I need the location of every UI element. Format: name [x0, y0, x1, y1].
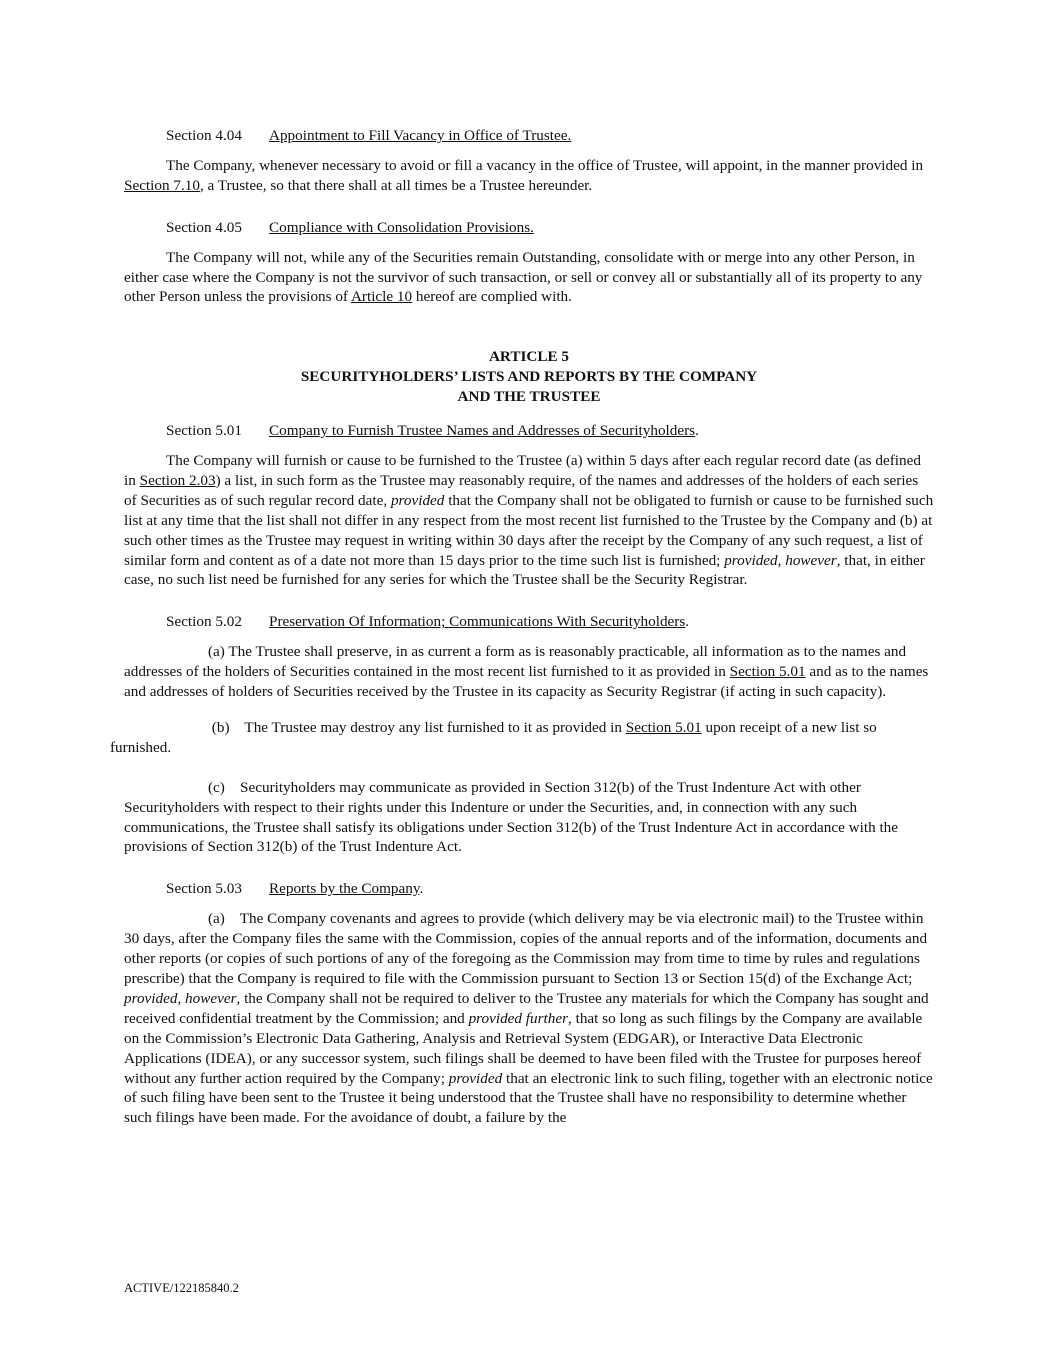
section-title: Preservation Of Information; Communications With Securityholders — [269, 613, 686, 631]
article-5-heading: ARTICLE 5 SECURITYHOLDERS’ LISTS AND REPORTS BY THE COMPANY AND THE TRUSTEE — [300, 348, 758, 406]
section-title: Appointment to Fill Vacancy in Office of Trustee. — [269, 127, 572, 144]
section-5-02-c: (c) Securityholders may communicate as provided in Section 312(b) of the Trust Indenture Act with other Securityholders with respect to their rights under this Indenture or under the Securities, and, in connection with any such communications, the Trustee shall satisfy its obligations under Section 312(b) of the Trust Indenture Act in accordance with the provisions of Section 312(b) of the Trust Indenture Act. — [124, 778, 902, 856]
section-4-05-body: The Company will not, while any of the Securities remain Outstanding, consolidate with or merge into any other Person, in either case where the Company is not the survivor of such transaction, or sell or convey all or substantially all of its property to any other Person unless the provisions of Article 10 hereof are complied with. — [124, 248, 923, 306]
section-5-02-a: (a) The Trustee shall preserve, in as current a form as is reasonably practicable, all information as to the names and addresses of the holders of Securities contained in the most recent list furnished to it as provided in Section 5.01 and as to the names and addresses of holders of Securities received by the Trustee in its capacity as Security Registrar (if acting in such capacity). — [124, 643, 929, 701]
cross-reference: Section 7.10 — [124, 176, 200, 194]
document-page — [110, 124, 937, 1128]
section-5-02-heading: Section 5.02 Preservation Of Information; Communications With Securityholders. — [166, 613, 690, 631]
section-5-01-heading: Section 5.01 Company to Furnish Trustee Names and Addresses of Securityholders. — [166, 422, 699, 440]
document-footer-id: ACTIVE/122185840.2 — [124, 1281, 239, 1295]
section-title: Compliance with Consolidation Provisions. — [269, 218, 534, 236]
section-5-01-body: The Company will furnish or cause to be furnished to the Trustee (a) within 5 days after each regular record date (as defined in Section 2.03) a list, in such form as the Trustee may reasonably require, of the names and addresses of the holders of each series of Securities as of such regular record date, provided that the Company shall not be obligated to furnish or cause to be furnished such list at any time that the list shall not differ in any respect from the most recent list furnished to the Trustee by the Company and (b) at such other times as the Trustee may request in writing within 30 days after the receipt by the Company of any such request, a list of similar form and content as of a date not more than 15 days prior to the time such list is furnished; provided, however, that, in either case, no such list need be furnished for any series for which the Trustee shall be the Security Registrar. — [124, 451, 934, 589]
cross-reference: Section 2.03 — [139, 471, 216, 489]
section-4-04-body: The Company, whenever necessary to avoid or fill a vacancy in the office of Trustee, will appoint, in the manner provided in Section 7.10, a Trustee, so that there shall at all times be a Trustee hereunder. — [124, 156, 924, 194]
section-5-02-b: (b) The Trustee may destroy any list furnished to it as provided in Section 5.01 upon receipt of a new list so furnished. — [110, 718, 881, 756]
section-5-03-heading: Section 5.03 Reports by the Company. — [166, 880, 424, 898]
section-title: Company to Furnish Trustee Names and Addresses of Securityholders — [269, 422, 696, 440]
section-4-04-heading: Section 4.04 Appointment to Fill Vacancy in Office of Trustee. — [166, 127, 572, 144]
cross-reference: Section 5.01 — [729, 663, 806, 681]
cross-reference: Article 10 — [350, 288, 413, 306]
cross-reference: Section 5.01 — [625, 718, 702, 736]
section-5-03-a: (a) The Company covenants and agrees to provide (which delivery may be via electronic mail) to the Trustee within 30 days, after the Company files the same with the Commission, copies of the annual reports and of the information, documents and other reports (or copies of such portions of any of the foregoing as the Commission may from time to time by rules and regulations prescribe) that the Company is required to file with the Commission pursuant to Section 13 or Section 15(d) of the Exchange Act; provided, however, the Company shall not be required to deliver to the Trustee any materials for which the Company has sought and received confidential treatment by the Commission; and provided further, that so long as such filings by the Company are available on the Commission’s Electronic Data Gathering, Analysis and Retrieval System (EDGAR), or Interactive Data Electronic Applications (IDEA), or any successor system, such filings shall be deemed to have been filed with the Trustee for purposes hereof without any further action required by the Company; provided that an electronic link to such filing, together with an electronic notice of such filing have been sent to the Trustee it being understood that the Trustee shall have no responsibility to determine whether such filings have been made. For the avoidance of doubt, a failure by the — [124, 910, 937, 1127]
section-title: Reports by the Company — [269, 880, 420, 898]
section-4-05-heading: Section 4.05 Compliance with Consolidation Provisions. — [166, 218, 534, 236]
